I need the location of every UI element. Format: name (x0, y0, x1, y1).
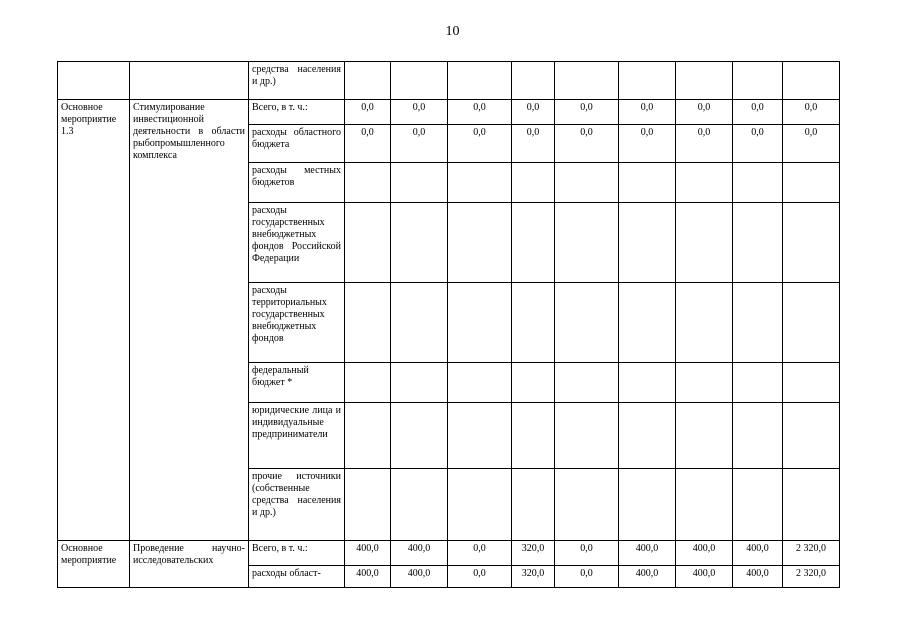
value-cell: 0,0 (345, 125, 391, 163)
value-cell: 400,0 (733, 541, 783, 566)
value-cell: 0,0 (619, 125, 676, 163)
value-cell: 0,0 (783, 100, 840, 125)
value-cell (783, 469, 840, 541)
value-cell (619, 203, 676, 283)
table-row (58, 100, 840, 125)
value-cell (391, 203, 448, 283)
value-cell (448, 363, 512, 403)
value-cell (676, 163, 733, 203)
value-cell: 0,0 (619, 100, 676, 125)
value-cell (512, 403, 555, 469)
value-cell: 0,0 (676, 100, 733, 125)
value-cell (555, 469, 619, 541)
value-cell: 0,0 (733, 100, 783, 125)
value-cell (733, 163, 783, 203)
value-cell (555, 363, 619, 403)
value-cell: 0,0 (448, 125, 512, 163)
value-cell: 2 320,0 (783, 541, 840, 566)
value-cell (783, 403, 840, 469)
funding-source-cell: расходы местных бюджетов (249, 163, 345, 203)
value-cell: 0,0 (555, 125, 619, 163)
value-cell (345, 403, 391, 469)
event-name-cell: Проведение научно-исследовательских (130, 541, 249, 588)
funding-source-cell: расходы област- (249, 566, 345, 588)
value-cell: 0,0 (783, 125, 840, 163)
value-cell: 0,0 (391, 100, 448, 125)
value-cell (448, 203, 512, 283)
value-cell: 320,0 (512, 566, 555, 588)
value-cell: 0,0 (555, 566, 619, 588)
value-cell (391, 62, 448, 100)
value-cell: 2 320,0 (783, 566, 840, 588)
value-cell: 400,0 (619, 541, 676, 566)
value-cell (676, 403, 733, 469)
event-label-cell (58, 62, 130, 100)
table-row (58, 62, 840, 100)
funding-source-cell: федеральный бюджет * (249, 363, 345, 403)
value-cell: 0,0 (676, 125, 733, 163)
value-cell (555, 283, 619, 363)
value-cell (345, 469, 391, 541)
event-label-cell: Основное мероприятие (58, 541, 130, 588)
value-cell (345, 363, 391, 403)
value-cell (555, 62, 619, 100)
value-cell (783, 203, 840, 283)
value-cell: 320,0 (512, 541, 555, 566)
value-cell (512, 283, 555, 363)
value-cell (555, 203, 619, 283)
value-cell (676, 283, 733, 363)
value-cell (676, 363, 733, 403)
value-cell: 0,0 (391, 125, 448, 163)
funding-source-cell: прочие источники (собственные средства населения и др.) (249, 469, 345, 541)
value-cell (676, 62, 733, 100)
event-label-cell: Основное мероприятие 1.3 (58, 100, 130, 541)
value-cell (783, 62, 840, 100)
value-cell (345, 203, 391, 283)
value-cell (448, 469, 512, 541)
funding-source-cell: расходы областного бюджета (249, 125, 345, 163)
value-cell: 400,0 (676, 566, 733, 588)
value-cell (448, 283, 512, 363)
value-cell (391, 403, 448, 469)
value-cell: 0,0 (448, 566, 512, 588)
funding-source-cell: Всего, в т. ч.: (249, 100, 345, 125)
budget-table (57, 61, 840, 588)
value-cell (783, 283, 840, 363)
value-cell (512, 363, 555, 403)
value-cell (619, 283, 676, 363)
value-cell (555, 163, 619, 203)
value-cell (733, 363, 783, 403)
value-cell (733, 469, 783, 541)
value-cell (733, 403, 783, 469)
table-row (58, 541, 840, 566)
funding-source-cell: средства населения и др.) (249, 62, 345, 100)
value-cell (676, 203, 733, 283)
value-cell (619, 363, 676, 403)
value-cell: 400,0 (391, 566, 448, 588)
value-cell: 0,0 (448, 541, 512, 566)
value-cell (783, 163, 840, 203)
value-cell (391, 469, 448, 541)
value-cell (448, 62, 512, 100)
value-cell (345, 163, 391, 203)
value-cell (676, 469, 733, 541)
value-cell (345, 62, 391, 100)
value-cell (619, 62, 676, 100)
value-cell (391, 283, 448, 363)
value-cell: 400,0 (391, 541, 448, 566)
funding-source-cell: юридические лица и индивидуальные предприниматели (249, 403, 345, 469)
funding-source-cell: расходы государственных внебюджетных фондов Российской Федерации (249, 203, 345, 283)
value-cell: 0,0 (512, 125, 555, 163)
value-cell (783, 363, 840, 403)
value-cell: 400,0 (676, 541, 733, 566)
event-name-cell (130, 62, 249, 100)
value-cell (733, 62, 783, 100)
value-cell (448, 163, 512, 203)
value-cell (345, 283, 391, 363)
value-cell: 0,0 (733, 125, 783, 163)
value-cell (619, 403, 676, 469)
value-cell (555, 403, 619, 469)
event-name-cell: Стимулирование инвестиционной деятельности в области рыбопромышленного комплекса (130, 100, 249, 541)
value-cell: 400,0 (733, 566, 783, 588)
value-cell (512, 469, 555, 541)
value-cell: 400,0 (345, 566, 391, 588)
value-cell (619, 163, 676, 203)
value-cell: 0,0 (448, 100, 512, 125)
value-cell: 0,0 (555, 100, 619, 125)
value-cell (512, 163, 555, 203)
value-cell: 400,0 (619, 566, 676, 588)
value-cell (733, 283, 783, 363)
value-cell (512, 62, 555, 100)
funding-source-cell: Всего, в т. ч.: (249, 541, 345, 566)
value-cell (512, 203, 555, 283)
value-cell: 0,0 (512, 100, 555, 125)
page-number: 10 (445, 24, 460, 39)
value-cell (391, 363, 448, 403)
value-cell (391, 163, 448, 203)
funding-source-cell: расходы территориальных государственных внебюджетных фондов (249, 283, 345, 363)
value-cell (619, 469, 676, 541)
value-cell (448, 403, 512, 469)
value-cell: 400,0 (345, 541, 391, 566)
value-cell: 0,0 (555, 541, 619, 566)
value-cell: 0,0 (345, 100, 391, 125)
value-cell (733, 203, 783, 283)
